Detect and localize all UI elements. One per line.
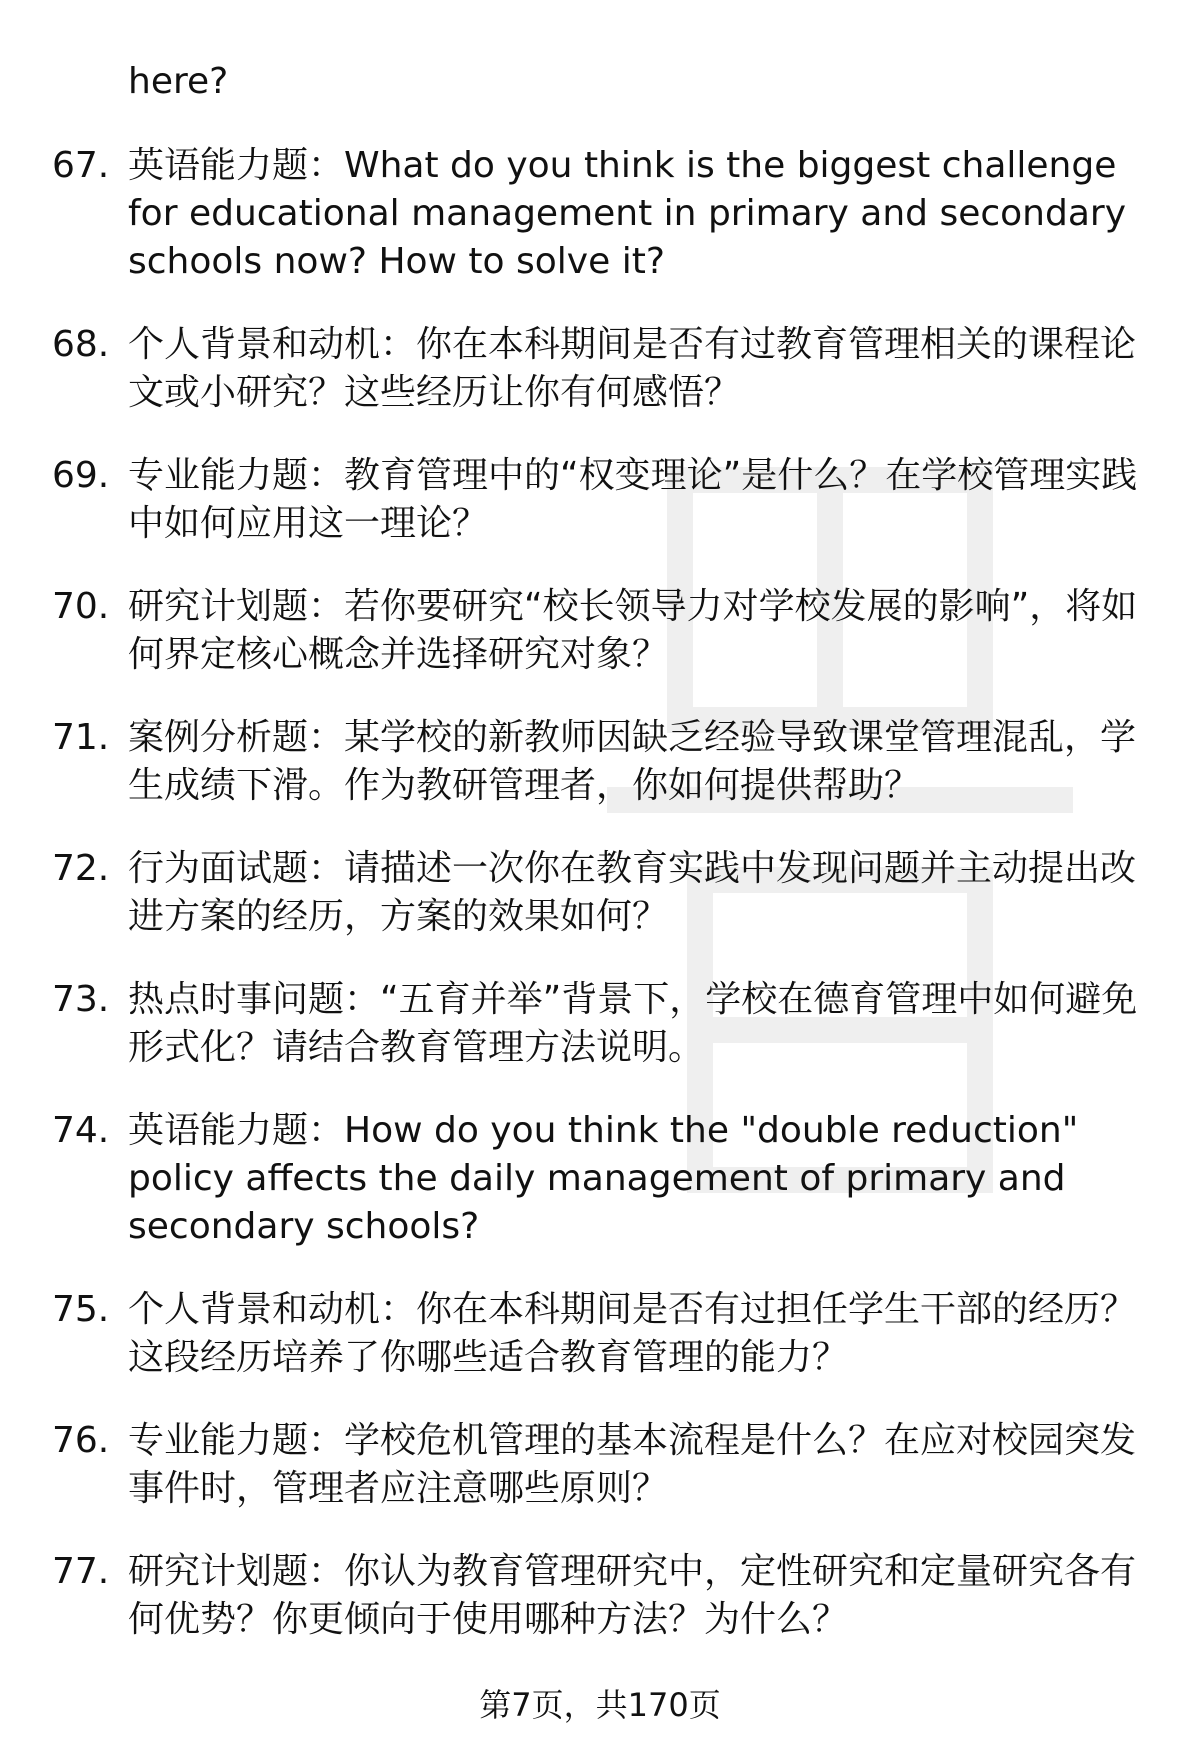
question-text: 案例分析题：某学校的新教师因缺乏经验导致课堂管理混乱，学生成绩下滑。作为教研管理者，你如何提供帮助？ — [128, 717, 1137, 806]
question-text: 研究计划题：若你要研究“校长领导力对学校发展的影响”，将如何界定核心概念并选择研究对象？ — [128, 586, 1138, 675]
question-item — [52, 1107, 1162, 1251]
question-text: 英语能力题：How do you think the "double reduction" policy affects the daily management of primary and secondary schools? — [128, 1110, 1079, 1247]
question-item — [52, 1548, 1162, 1644]
question-item — [52, 1417, 1162, 1513]
question-number: 69. — [52, 455, 110, 496]
question-item — [52, 321, 1162, 417]
question-number: 75. — [52, 1289, 110, 1330]
question-number: 70. — [52, 586, 110, 627]
question-item — [52, 976, 1162, 1072]
question-item — [52, 452, 1162, 548]
question-item — [52, 142, 1162, 286]
question-number: 68. — [52, 324, 110, 365]
question-number: 72. — [52, 848, 110, 889]
question-number: 71. — [52, 717, 110, 758]
question-text: 热点时事问题：“五育并举”背景下，学校在德育管理中如何避免形式化？请结合教育管理方法说明。 — [128, 979, 1138, 1068]
continuation-text: here? — [128, 61, 229, 102]
question-text: 专业能力题：教育管理中的“权变理论”是什么？在学校管理实践中如何应用这一理论？ — [128, 455, 1138, 544]
question-item — [52, 583, 1162, 679]
question-number: 76. — [52, 1420, 110, 1461]
question-number: 74. — [52, 1110, 110, 1151]
question-item — [52, 714, 1162, 810]
question-text: 个人背景和动机：你在本科期间是否有过担任学生干部的经历？这段经历培养了你哪些适合教育管理的能力？ — [128, 1289, 1137, 1378]
question-text: 研究计划题：你认为教育管理研究中，定性研究和定量研究各有何优势？你更倾向于使用哪种方法？为什么？ — [128, 1551, 1137, 1640]
question-text: 行为面试题：请描述一次你在教育实践中发现问题并主动提出改进方案的经历，方案的效果如何？ — [128, 848, 1137, 937]
question-item — [52, 845, 1162, 941]
question-number: 67. — [52, 145, 110, 186]
question-text: 英语能力题：What do you think is the biggest challenge for educational management in primary and secondary schools now? How to solve it? — [128, 145, 1126, 282]
question-text: 个人背景和动机：你在本科期间是否有过教育管理相关的课程论文或小研究？这些经历让你有何感悟？ — [128, 324, 1137, 413]
question-text: 专业能力题：学校危机管理的基本流程是什么？在应对校园突发事件时，管理者应注意哪些原则？ — [128, 1420, 1137, 1509]
question-number: 77. — [52, 1551, 110, 1592]
question-list — [52, 142, 1162, 1679]
question-number: 73. — [52, 979, 110, 1020]
question-item — [52, 1286, 1162, 1382]
page-number-footer: 第7页，共170页 — [479, 1686, 721, 1724]
